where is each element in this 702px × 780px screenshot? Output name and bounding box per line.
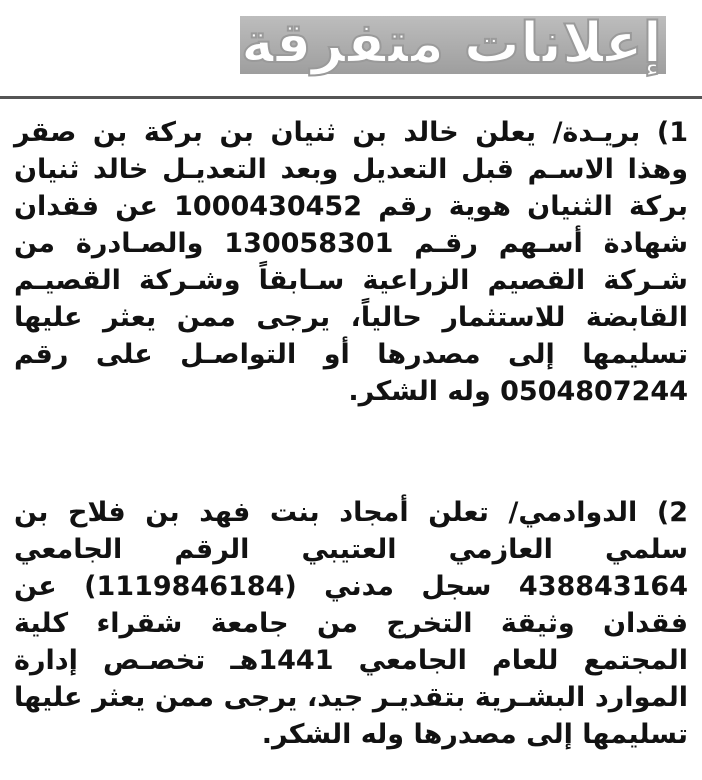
ad-text: بريـدة/ يعلن خالد بن ثنيان بن بركة بن صقر وهذا الاسـم قبل التعديل وبعد التعديـل خالد ثنيان بركة الثنيان هوية رقم 1000430452 عن فقدان شهادة أسـهم رقـم 130058301 والصـادرة من شـركة القصيم الزراعية سـابقاً وشـركة القصيـم القابضة للاستثمار حالياً، يرجى ممن يعثر عليها تسليمها إلى مصدرها أو التواصـل على رقم 0504807244 وله الشكر.: [14, 117, 688, 407]
ad-number: 2): [656, 497, 688, 528]
classified-ad-1: [14, 114, 688, 410]
header-divider: [0, 96, 702, 99]
ad-text: الدوادمي/ تعلن أمجاد بنت فهد بن فلاح بن سلمي العازمي العتيبي الرقم الجامعي 438843164 سجل مدني (1119846184) عن فقدان وثيقة التخرج من جامعة شقراء كلية المجتمع للعام الجامعي 1441هـ تخصـص إدارة الموارد البشـرية بتقديـر جيد، يرجى ممن يعثر عليها تسليمها إلى مصدرها وله الشكر.: [14, 497, 688, 750]
ad-number: 1): [656, 117, 688, 148]
classified-ad-2: [14, 494, 688, 753]
section-title: إعلانات متفرقة: [240, 11, 662, 76]
section-header: [0, 0, 702, 96]
